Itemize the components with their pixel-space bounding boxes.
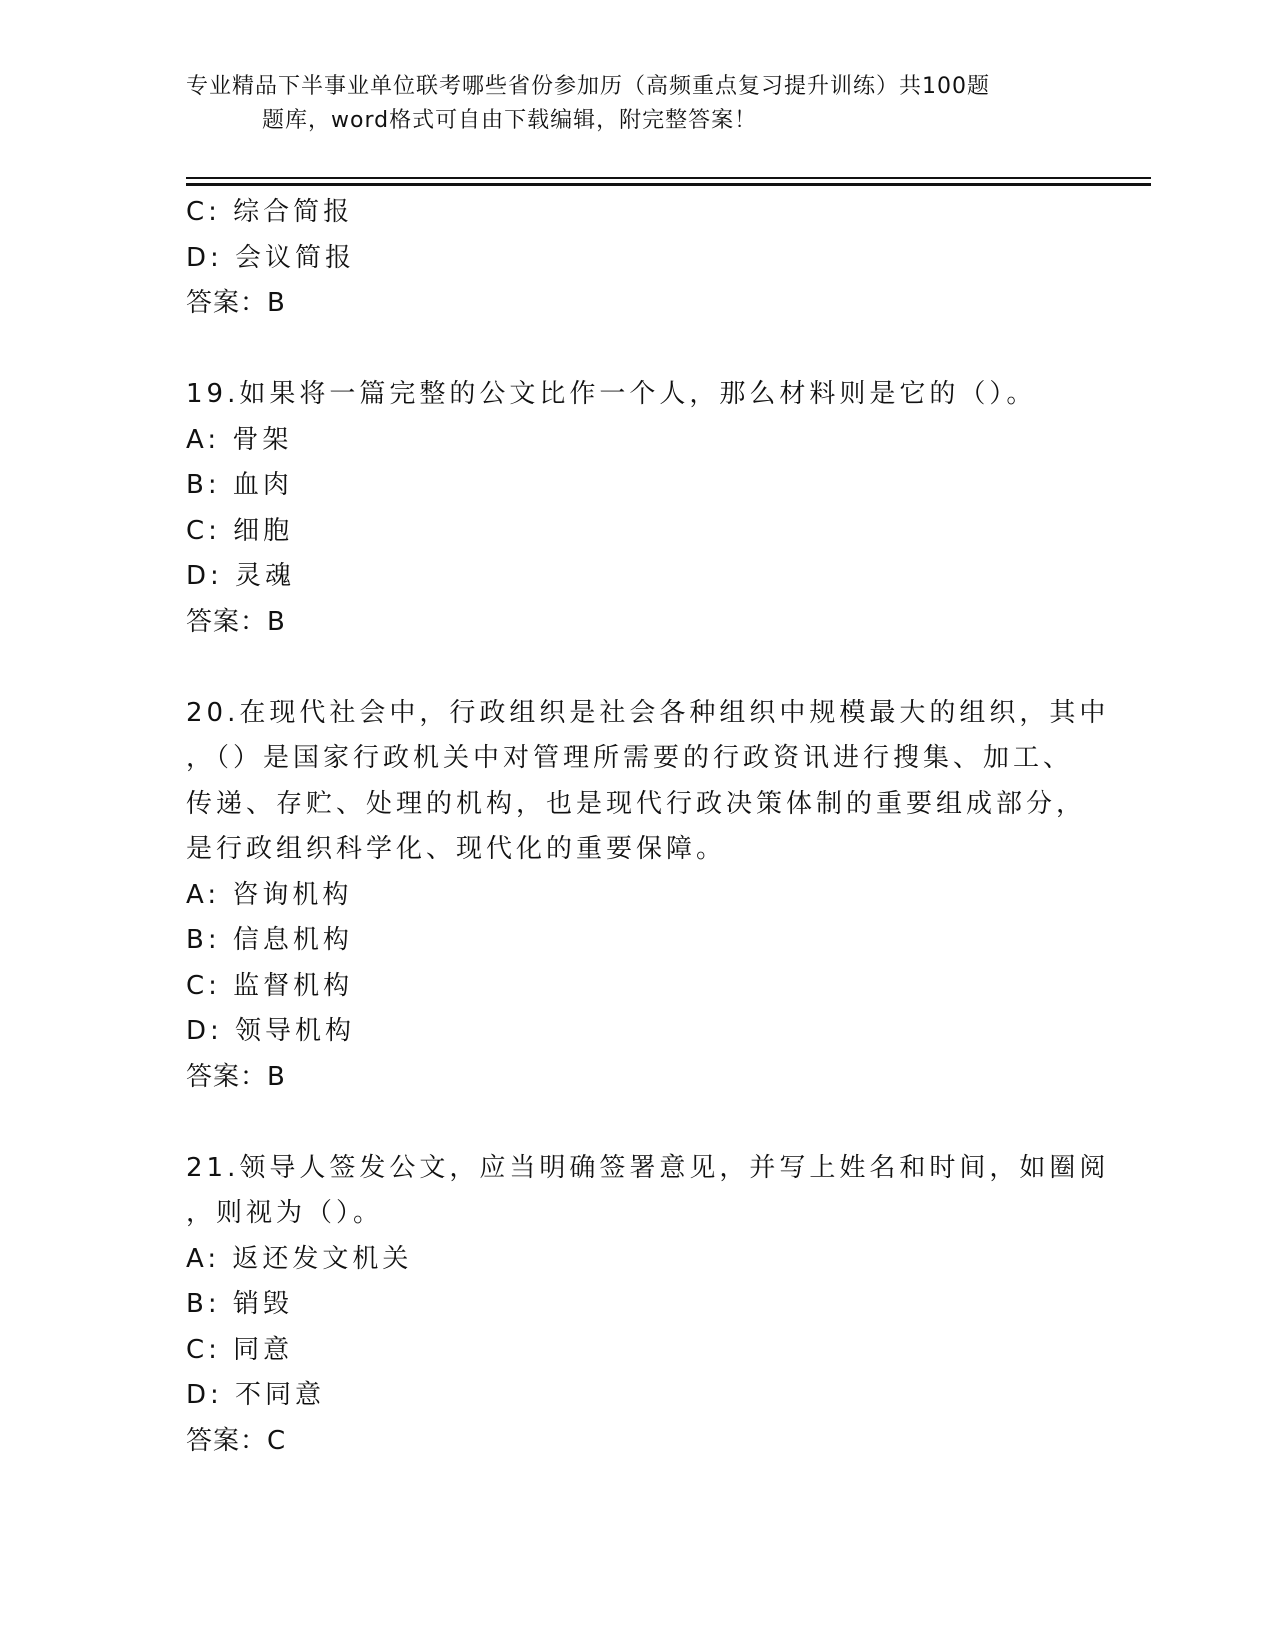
option-a: A: 骨架 (186, 424, 293, 455)
option-c: C: 同意 (186, 1334, 294, 1365)
spacer (186, 1100, 1086, 1146)
answer-line: 答案：B (186, 288, 286, 318)
answer-line: 答案：B (186, 606, 286, 637)
question-19 (186, 372, 1086, 645)
option-b: B: 销毁 (186, 1289, 293, 1319)
question-stem-line: 20.在现代社会中，行政组织是社会各种组织中规模最大的组织，其中 (186, 697, 1110, 728)
option-d: D: 会议简报 (186, 242, 356, 273)
question-stem-line: ，则视为（）。 (186, 1198, 384, 1228)
option-d: D: 领导机构 (186, 1016, 356, 1046)
question-21 (186, 1146, 1110, 1465)
option-a: A: 返还发文机关 (186, 1243, 413, 1274)
question-stem-line: 传递、存贮、处理的机构，也是现代行政决策体制的重要组成部分， (186, 788, 1087, 819)
question-18-tail (186, 190, 1086, 327)
answer-line: 答案：B (186, 1061, 286, 1092)
spacer (186, 327, 1086, 373)
question-stem-line: 是行政组织科学化、现代化的重要保障。 (186, 834, 727, 864)
answer-line: 答案：C (186, 1425, 287, 1456)
page-header (186, 70, 1086, 138)
option-c: C: 监督机构 (186, 970, 354, 1001)
question-stem-line: 21.领导人签发公文，应当明确签署意见，并写上姓名和时间，如圈阅 (186, 1152, 1110, 1183)
question-stem-line: ，（）是国家行政机关中对管理所需要的行政资讯进行搜集、加工、 (186, 743, 1074, 773)
header-divider-thin (186, 177, 1151, 179)
spacer (186, 645, 1086, 691)
option-d: D: 灵魂 (186, 561, 296, 591)
header-line-1: 专业精品下半事业单位联考哪些省份参加历（高频重点复习提升训练）共100题 (186, 74, 990, 99)
option-a: A: 咨询机构 (186, 879, 353, 910)
header-divider-thick (186, 183, 1151, 186)
question-20 (186, 691, 1110, 1101)
question-list (186, 190, 1110, 1464)
question-stem: 19.如果将一篇完整的公文比作一个人，那么材料则是它的（）。 (186, 379, 1037, 409)
option-b: B: 血肉 (186, 470, 293, 500)
option-c: C: 细胞 (186, 515, 294, 546)
header-line-2: 题库，word格式可自由下载编辑，附完整答案！ (262, 108, 758, 133)
option-b: B: 信息机构 (186, 925, 353, 955)
option-c: C: 综合简报 (186, 197, 354, 227)
option-d: D: 不同意 (186, 1380, 326, 1410)
